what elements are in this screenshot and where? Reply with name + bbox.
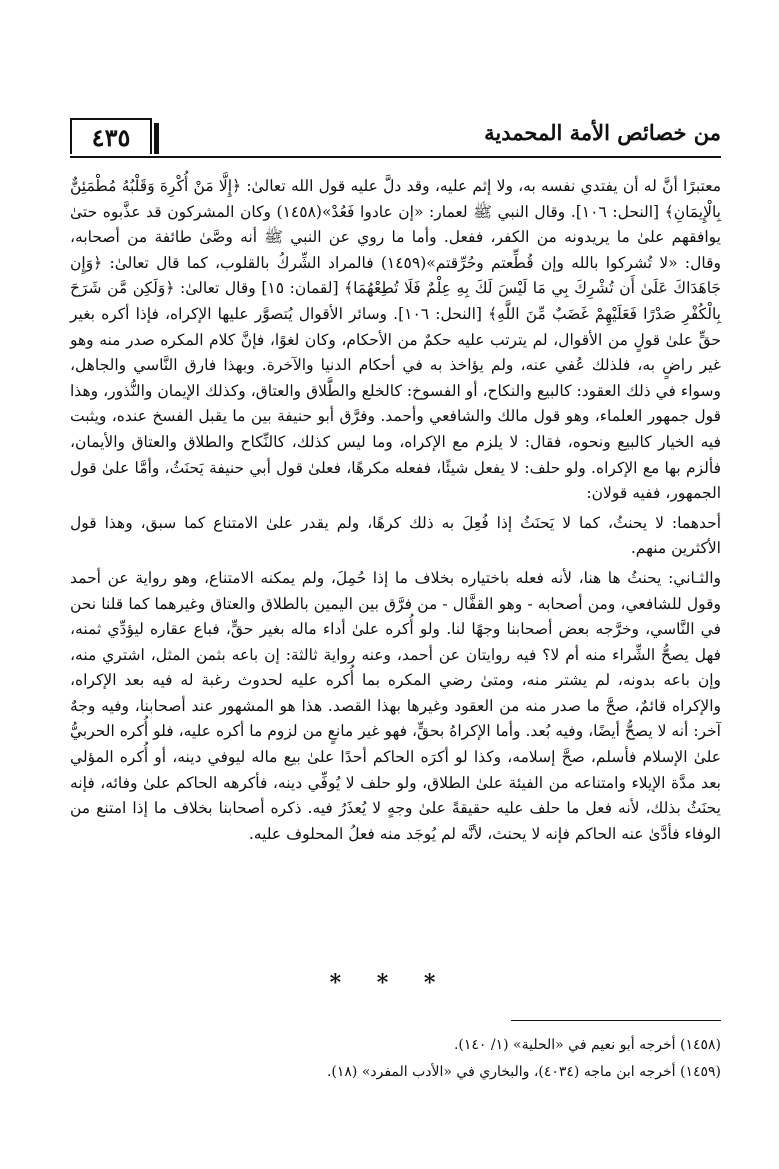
footnote-1459: (١٤٥٩) أخرجه ابن ماجه (٤٠٣٤)، والبخاري في «الأدب المفرد» (١٨). (326, 1064, 721, 1080)
section-separator: * * * (329, 970, 450, 996)
paragraph-3: والثـاني: يحنثُ ها هنا، لأنه فعله باختياره بخلاف ما إذا حُمِلَ، ولم يمكنه الامتناع، وهو رواية عن أحمد وقول للشافعي، ومن أصحابه - وهو القفَّال - من فرَّق بين اليمين بالطلاق والعتاق وغيرهما كما قلنا نحن في النَّاسي، وخرَّجه بعض أصحابنا وجهًا لنا. ولو أُكره علىٰ أداء ماله بغير حقٍّ، فباع عقاره ليؤدِّي ثمنه، فهل يصحُّ الشِّراء منه أم لا؟ فيه روايتان عن أحمد، وعنه رواية ثالثة: إن باعه بثمن المثل، اشتري منه، وإن باعه بدونه، لم يشتر منه، ومتىٰ رضي المكره بما أُكره عليه لحدوث رغبة له فيه بعد الإكراه، والإكراه قائمٌ، صحَّ ما صدر منه من العقود وغيرها بهذا القصد. هذا هو المشهور عند أصحابنا، وفيه وجهٌ آخر: أنه لا يصحُّ أيضًا، وفيه بُعد. وأما الإكراهُ بحقٍّ، فهو غير مانعٍ من لزوم ما أكره عليه، فلو أُكره الحربيُّ علىٰ الإسلام فأسلم، صحَّ إسلامه، وكذا لو أكرَه الحاكم أحدًا علىٰ بيع ماله ليوفي دينه، أو أُكره المؤلي بعد مدَّة الإيلاء وامتناعه من الفيئة علىٰ الطلاق، ولو حلف لا يُوفِّي دينه، فأكرهه الحاكم علىٰ وفائه، فإنه يحنَثُ بذلك، لأنه فعل ما حلف عليه حقيقةً علىٰ وجهٍ لا يُعذَرُ فيه. ذكره أصحابنا بخلاف ما إذا امتنع من الوفاء فأدَّىٰ عنه الحاكم فإنه لا يحنث، لأنَّه لم يُوجَد منه فعلُ المحلوف عليه. (70, 568, 721, 843)
paragraph-1: معتبرًا أنَّ له أن يفتدي نفسه به، ولا إثم عليه، وقد دلَّ عليه قول الله تعالىٰ: ﴿إِلَّا مَنْ أُكْرِهَ وَقَلْبُهُ مُطْمَئِنٌّ بِالْإِيمَانِ﴾ [النحل: ١٠٦]. وقال النبي ﷺ لعمار: «إن عادوا فَعُدْ»(١٤٥٨) وكان المشركون قد عذَّبوه حتىٰ يوافقهم علىٰ ما يريدونه من الكفر، ففعل. وأما ما روي عن النبي ﷺ أنه وصَّىٰ طائفة من أصحابه، وقال: «لا تُشركوا بالله وإن قُطِّعتم وحُرِّقتم»(١٤٥٩) فالمراد الشِّركُ بالقلوب، كما قال تعالىٰ: ﴿وَإِن جَاهَدَاكَ عَلَىٰ أَن تُشْرِكَ بِي مَا لَيْسَ لَكَ بِهِ عِلْمٌ فَلَا تُطِعْهُمَا﴾ [لقمان: ١٥] وقال تعالىٰ: ﴿وَلَكِن مَّن شَرَحَ بِالْكُفْرِ صَدْرًا فَعَلَيْهِمْ غَضَبٌ مِّنَ اللَّهِ﴾ [النحل: ١٠٦]. وسائر الأقوال يُتصوَّر عليها الإكراه، فإذا أكره بغير حقٍّ علىٰ قولٍ من الأقوال، لم يترتب عليه حكمٌ من الأحكام، وكان لغوًا، فإنَّ كلام المكره صدر منه وهو غير راضٍ به، فلذلك عُفي عنه، ولم يؤاخذ به في أحكام الدنيا والآخرة. وبهذا فارق النَّاسي والجاهل، وسواء في ذلك العقود: كالبيع والنكاح، أو الفسوخ: كالخلع والطَّلاق والعتاق، وكذلك الإيمان والنُّذور، وهذا قول جمهور العلماء، وهو قول مالك والشافعي وأحمد. وفرَّق أبو حنيفة بين ما يقبل الفسخ عنده، ويثبت فيه الخيار كالبيع ونحوه، فقال: لا يلزم مع الإكراه، وما ليس كذلك، كالنِّكاح والطلاق والعتاق والأيمان، فألزم بها مع الإكراه. ولو حلف: لا يفعل شيئًا، ففعله مكرهًا، فعلىٰ قول أبي حنيفة يَحنَثُ، وأمَّا علىٰ قول الجمهور، ففيه قولان: (70, 177, 722, 503)
main-text (70, 174, 721, 847)
page-number: ٤٣٥ (70, 118, 152, 154)
footnotes (70, 1032, 721, 1086)
paragraph-2: أحدهما: لا يحنثُ، كما لا يَحنَثُ إذا فُعِلَ به ذلك كرهًا، ولم يقدر علىٰ الامتناع كما سبق، وهذا قول الأكثرين منهم. (70, 513, 721, 558)
footnote-1458: (١٤٥٨) أخرجه أبو نعيم في «الحلية» (١/ ١٤٠). (453, 1037, 721, 1053)
running-title: من خصائص الأمة المحمدية (484, 120, 721, 145)
footnote-rule (511, 1020, 721, 1021)
page-header (70, 118, 721, 158)
